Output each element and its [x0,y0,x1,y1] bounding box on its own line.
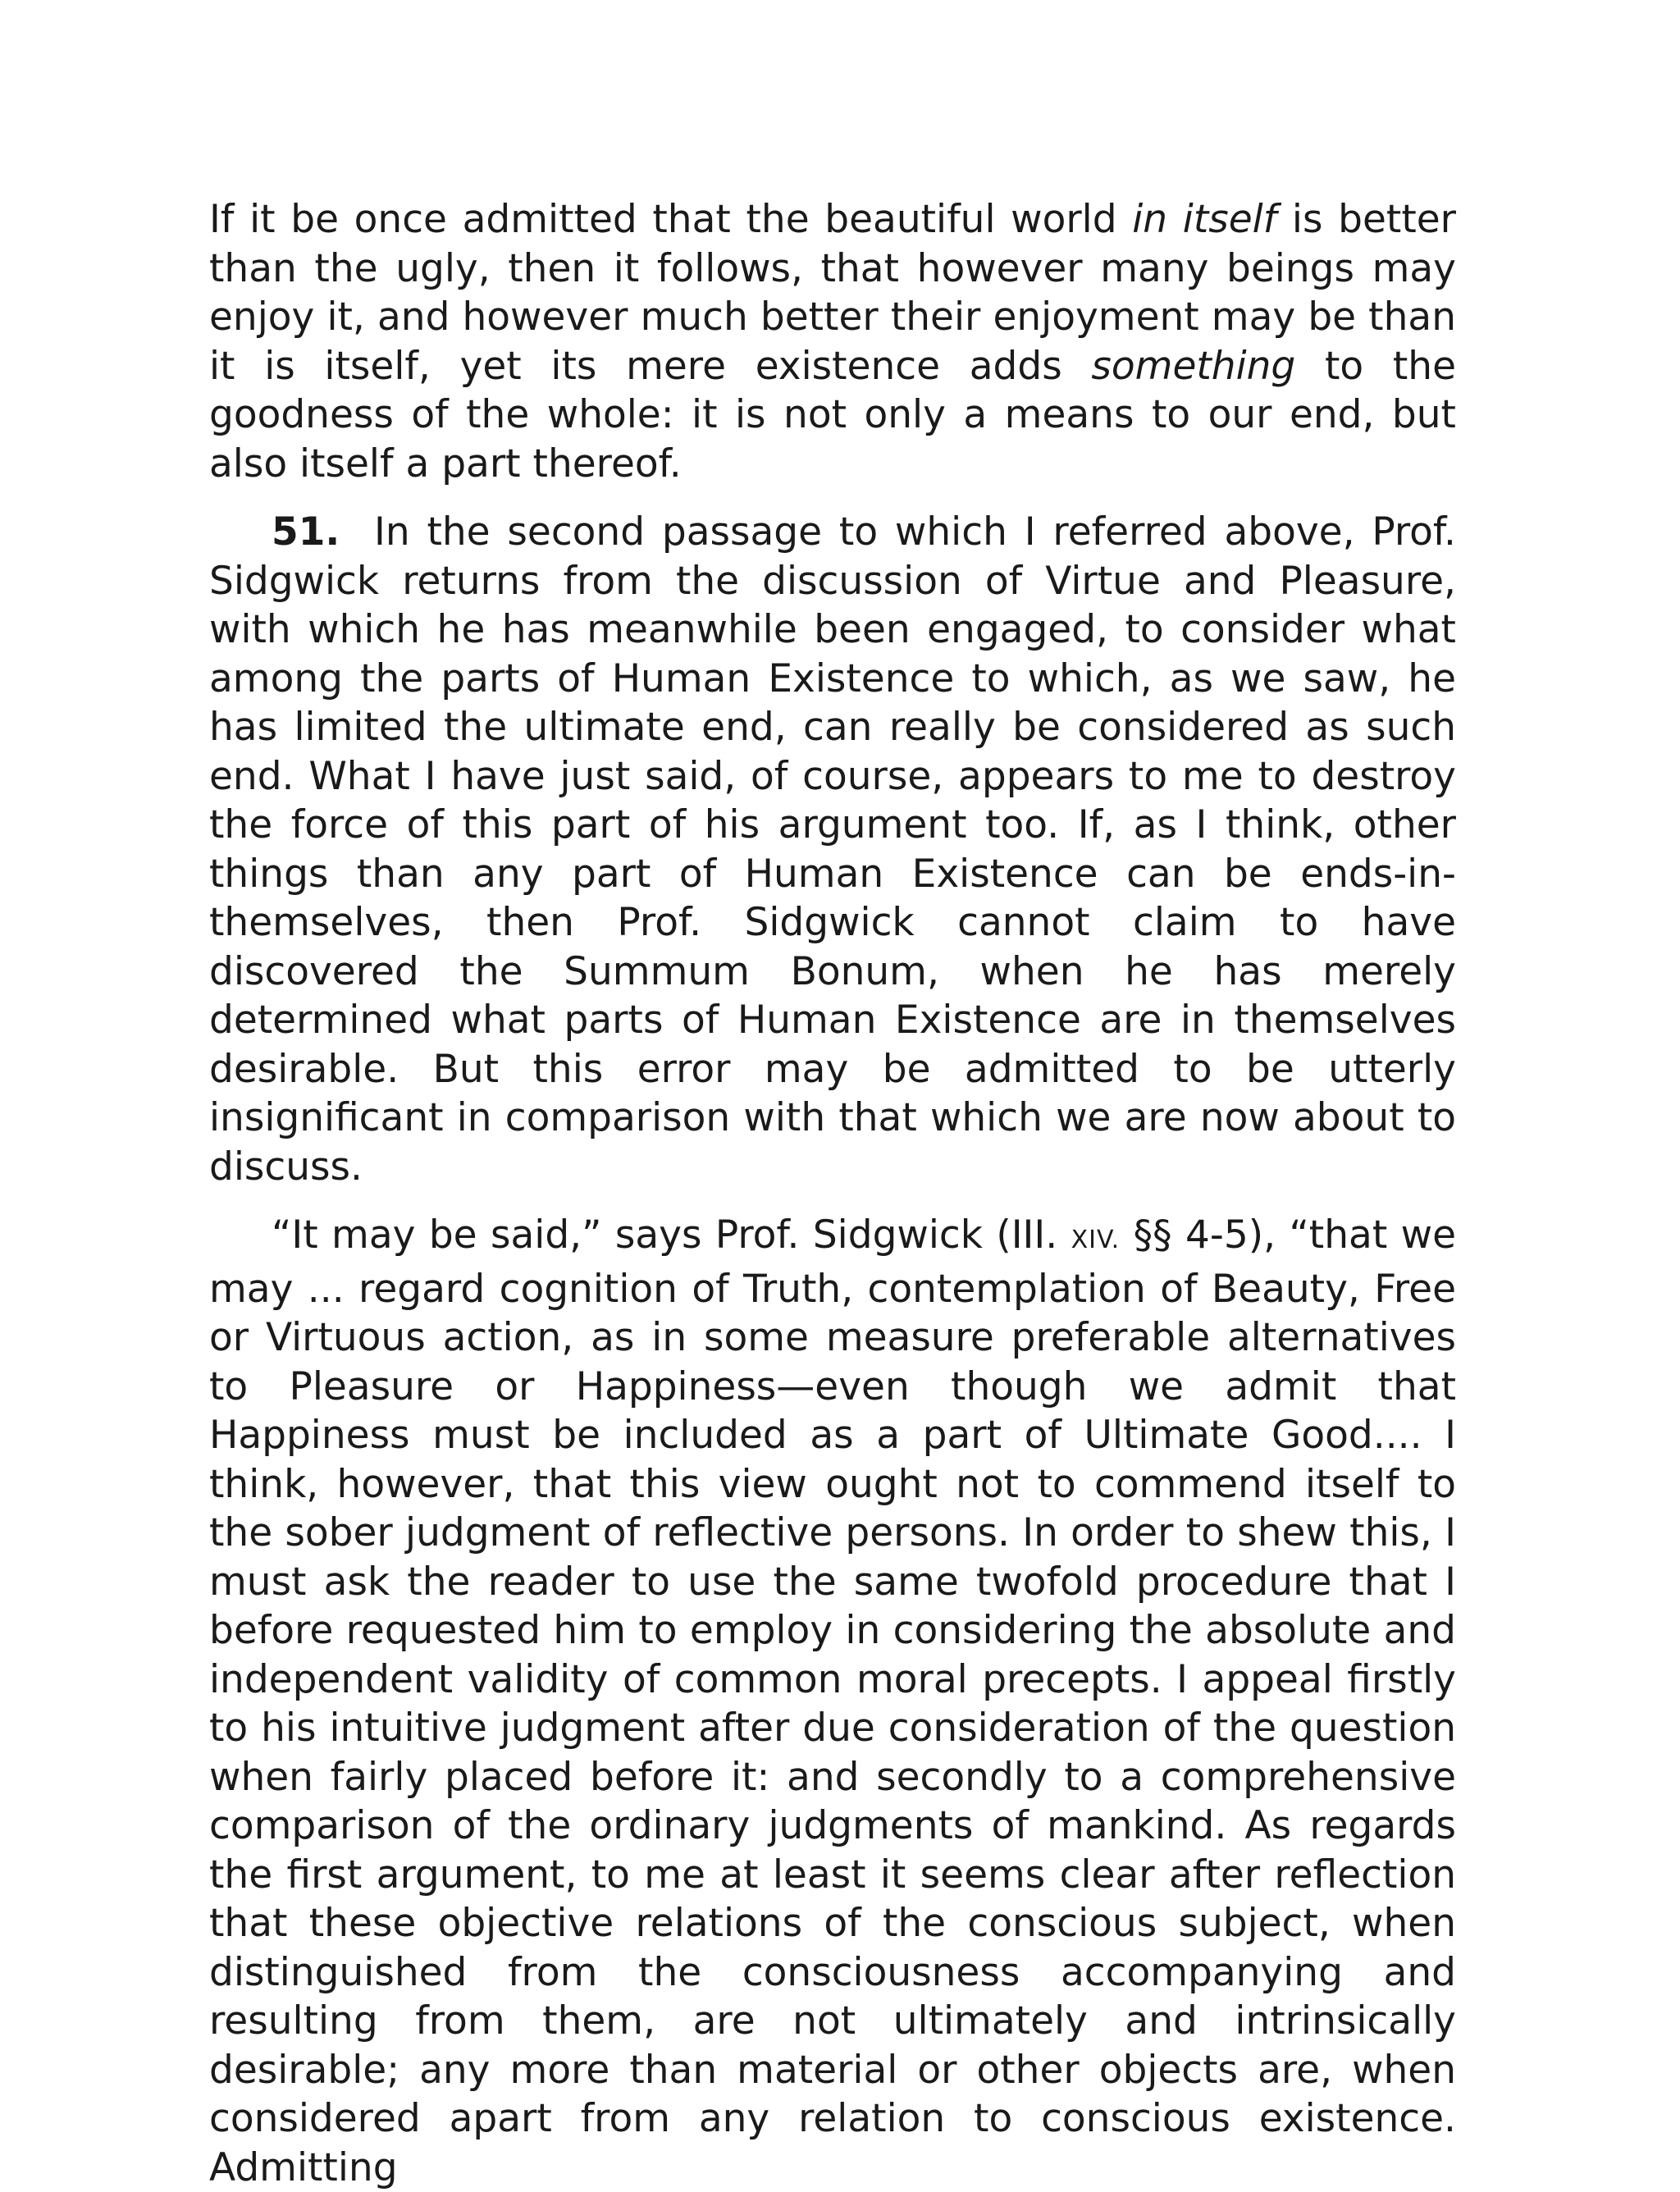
paragraph-1-text-c: to the goodness of the whole: it is not only a means to our end, but also itself a part thereof. [209,343,1456,486]
paragraph-1-emphasis-something: something [1091,343,1296,389]
document-page [209,195,1468,2192]
paragraph-2-text: In the second passage to which I referred above, Prof. Sidgwick returns from the discussion of Virtue and Pleasure, with which he has meanwhile been engaged, to consider what among the parts of Human Existence to which, as we saw, he has limited the ultimate end, can really be considered as such end. What I have just said, of course, appears to me to destroy the force of this part of his argument too. If, as I think, other things than any part of Human Existence can be ends-in-themselves, then Prof. Sidgwick cannot claim to have discovered the Summum Bonum, when he has merely determined what parts of Human Existence are in themselves desirable. But this error may be admitted to be utterly insignificant in comparison with that which we are now about to discuss. [209,509,1468,1190]
paragraph-3-smallcaps-chapter: XIV. [1071,1226,1121,1254]
paragraph-3-text-a: “It may be said,” says Prof. Sidgwick (III. [272,1212,1071,1258]
paragraph-1-text-b: is better than the ugly, then it follows, that however many beings may enjoy it, and however much better their enjoyment may be than it is itself, yet its mere existence adds [209,197,1456,389]
paragraph-3 [209,1211,1456,2192]
paragraph-1-text-a: If it be once admitted that the beautiful world [209,197,1133,242]
section-number: 51. [272,509,340,555]
paragraph-1 [209,195,1456,488]
paragraph-1-emphasis-in-itself: in itself [1132,197,1277,242]
paragraph-2 [209,508,1468,1191]
paragraph-3-text-b: §§ 4-5), “that we may ... regard cognition of Truth, contemplation of Beauty, Free or Virtuous action, as in some measure preferable alternatives to Pleasure or Happiness—even though we admit that Happiness must be included as a part of Ultimate Good.... I think, however, that this view ought not to commend itself to the sober judgment of reflective persons. In order to shew this, I must ask the reader to use the same twofold procedure that I before requested him to employ in considering the absolute and independent validity of common moral precepts. I appeal firstly to his intuitive judgment after due consideration of the question when fairly placed before it: and secondly to a comprehensive comparison of the ordinary judgments of mankind. As regards the first argument, to me at least it seems clear after reflection that these objective relations of the conscious subject, when distinguished from the consciousness accompanying and resulting from them, are not ultimately and intrinsically desirable; any more than material or other objects are, when considered apart from any relation to conscious existence. Admitting [209,1212,1456,2190]
